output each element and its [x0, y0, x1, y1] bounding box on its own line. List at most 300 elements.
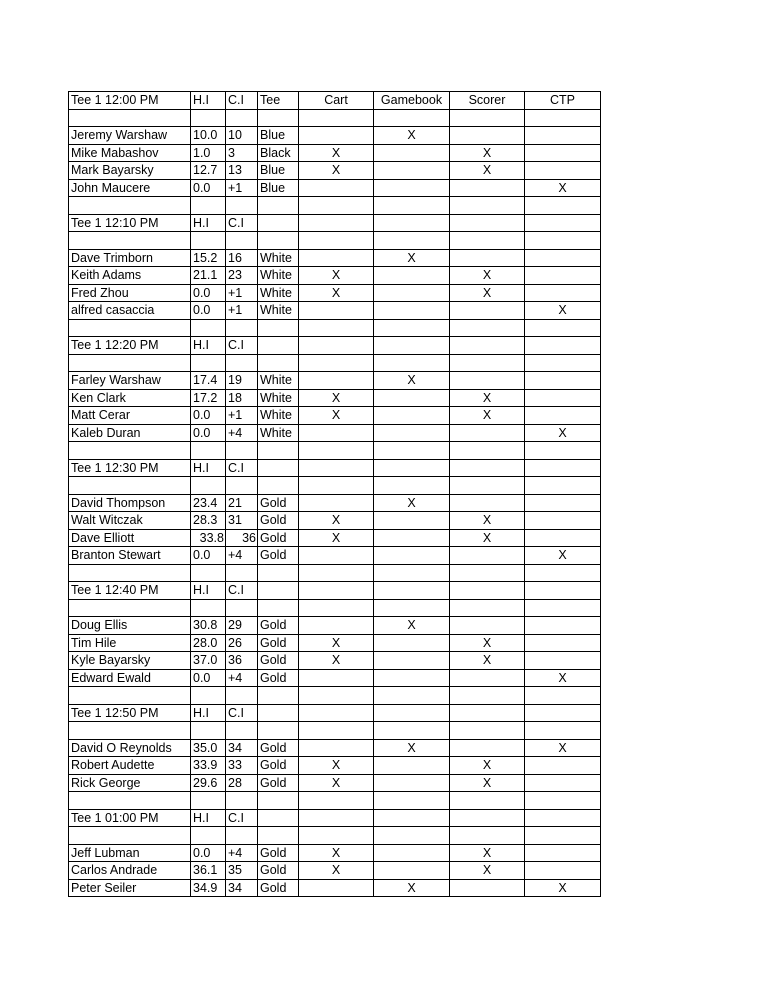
empty-cell	[525, 827, 601, 845]
ctp-mark	[525, 757, 601, 775]
gamebook-mark	[374, 547, 450, 565]
player-tee-color: Gold	[258, 617, 299, 635]
gamebook-header	[374, 704, 450, 722]
empty-cell	[374, 109, 450, 127]
player-course-index: 26	[226, 634, 258, 652]
empty-cell	[450, 319, 525, 337]
tee-color-header: Tee	[258, 92, 299, 110]
empty-cell	[374, 197, 450, 215]
player-course-index: 28	[226, 774, 258, 792]
empty-cell	[450, 564, 525, 582]
player-handicap-index: 0.0	[191, 284, 226, 302]
cart-mark	[299, 494, 374, 512]
tee-color-header	[258, 214, 299, 232]
empty-cell	[69, 687, 191, 705]
ctp-mark	[525, 389, 601, 407]
player-name: Jeremy Warshaw	[69, 127, 191, 145]
player-row	[69, 179, 601, 197]
gamebook-mark: X	[374, 879, 450, 897]
player-course-index: 21	[226, 494, 258, 512]
tee-color-header	[258, 459, 299, 477]
empty-cell	[191, 599, 226, 617]
empty-cell	[226, 442, 258, 460]
tee-time-header-row	[69, 459, 601, 477]
empty-cell	[450, 477, 525, 495]
player-name: Robert Audette	[69, 757, 191, 775]
cart-header	[299, 459, 374, 477]
player-tee-color: Blue	[258, 179, 299, 197]
course-index-header: C.I	[226, 459, 258, 477]
player-row	[69, 862, 601, 880]
cart-mark	[299, 879, 374, 897]
ctp-mark	[525, 267, 601, 285]
empty-cell	[374, 477, 450, 495]
player-name: David Thompson	[69, 494, 191, 512]
ctp-header	[525, 337, 601, 355]
spacer-row	[69, 827, 601, 845]
player-tee-color: Gold	[258, 512, 299, 530]
gamebook-header	[374, 582, 450, 600]
player-row	[69, 494, 601, 512]
scorer-mark: X	[450, 389, 525, 407]
player-name: Dave Trimborn	[69, 249, 191, 267]
tee-time-header-row	[69, 214, 601, 232]
empty-cell	[226, 687, 258, 705]
empty-cell	[299, 442, 374, 460]
gamebook-mark	[374, 844, 450, 862]
cart-header	[299, 337, 374, 355]
ctp-mark	[525, 127, 601, 145]
empty-cell	[226, 354, 258, 372]
scorer-mark: X	[450, 529, 525, 547]
player-handicap-index: 12.7	[191, 162, 226, 180]
empty-cell	[299, 792, 374, 810]
empty-cell	[525, 792, 601, 810]
tee-color-header	[258, 337, 299, 355]
cart-header	[299, 809, 374, 827]
scorer-header	[450, 459, 525, 477]
player-row	[69, 634, 601, 652]
gamebook-mark	[374, 634, 450, 652]
player-course-index: 36	[226, 529, 258, 547]
cart-mark: X	[299, 389, 374, 407]
scorer-mark: X	[450, 162, 525, 180]
ctp-header	[525, 704, 601, 722]
empty-cell	[525, 687, 601, 705]
empty-cell	[226, 319, 258, 337]
empty-cell	[450, 687, 525, 705]
empty-cell	[191, 319, 226, 337]
spacer-row	[69, 197, 601, 215]
player-course-index: +4	[226, 669, 258, 687]
empty-cell	[374, 792, 450, 810]
empty-cell	[258, 109, 299, 127]
empty-cell	[258, 232, 299, 250]
gamebook-mark	[374, 669, 450, 687]
empty-cell	[69, 319, 191, 337]
course-index-header: C.I	[226, 704, 258, 722]
scorer-mark: X	[450, 512, 525, 530]
gamebook-mark	[374, 302, 450, 320]
cart-mark: X	[299, 162, 374, 180]
player-handicap-index: 0.0	[191, 844, 226, 862]
cart-mark: X	[299, 652, 374, 670]
player-course-index: +1	[226, 302, 258, 320]
tee-time-label: Tee 1 12:50 PM	[69, 704, 191, 722]
gamebook-header	[374, 214, 450, 232]
scorer-mark	[450, 127, 525, 145]
player-row	[69, 617, 601, 635]
ctp-mark	[525, 372, 601, 390]
empty-cell	[450, 232, 525, 250]
player-handicap-index: 34.9	[191, 879, 226, 897]
tee-time-label: Tee 1 12:00 PM	[69, 92, 191, 110]
empty-cell	[258, 442, 299, 460]
player-course-index: 16	[226, 249, 258, 267]
handicap-index-header: H.I	[191, 214, 226, 232]
player-tee-color: Black	[258, 144, 299, 162]
scorer-header	[450, 809, 525, 827]
empty-cell	[69, 109, 191, 127]
ctp-mark	[525, 529, 601, 547]
spacer-row	[69, 564, 601, 582]
player-tee-color: Blue	[258, 127, 299, 145]
gamebook-mark	[374, 179, 450, 197]
player-handicap-index: 36.1	[191, 862, 226, 880]
tee-color-header	[258, 704, 299, 722]
player-tee-color: Gold	[258, 669, 299, 687]
ctp-mark	[525, 162, 601, 180]
player-row	[69, 512, 601, 530]
handicap-index-header: H.I	[191, 337, 226, 355]
ctp-header	[525, 582, 601, 600]
spacer-row	[69, 319, 601, 337]
spacer-row	[69, 477, 601, 495]
empty-cell	[299, 354, 374, 372]
player-row	[69, 267, 601, 285]
player-tee-color: Gold	[258, 652, 299, 670]
cart-mark: X	[299, 862, 374, 880]
handicap-index-header: H.I	[191, 809, 226, 827]
ctp-mark	[525, 844, 601, 862]
tee-time-label: Tee 1 12:10 PM	[69, 214, 191, 232]
scorer-mark: X	[450, 267, 525, 285]
spacer-row	[69, 722, 601, 740]
tee-time-header-row	[69, 704, 601, 722]
empty-cell	[374, 827, 450, 845]
player-tee-color: Gold	[258, 879, 299, 897]
gamebook-mark	[374, 424, 450, 442]
player-tee-color: White	[258, 267, 299, 285]
player-handicap-index: 1.0	[191, 144, 226, 162]
player-tee-color: Gold	[258, 757, 299, 775]
player-row	[69, 669, 601, 687]
empty-cell	[226, 477, 258, 495]
player-name: Carlos Andrade	[69, 862, 191, 880]
empty-cell	[525, 599, 601, 617]
gamebook-mark	[374, 144, 450, 162]
player-handicap-index: 28.3	[191, 512, 226, 530]
empty-cell	[299, 319, 374, 337]
gamebook-mark	[374, 389, 450, 407]
player-handicap-index: 0.0	[191, 179, 226, 197]
scorer-mark: X	[450, 844, 525, 862]
tee-time-label: Tee 1 01:00 PM	[69, 809, 191, 827]
ctp-mark: X	[525, 424, 601, 442]
empty-cell	[525, 477, 601, 495]
player-tee-color: White	[258, 249, 299, 267]
player-row	[69, 739, 601, 757]
player-name: Branton Stewart	[69, 547, 191, 565]
empty-cell	[191, 442, 226, 460]
gamebook-mark: X	[374, 494, 450, 512]
ctp-header: CTP	[525, 92, 601, 110]
cart-mark	[299, 547, 374, 565]
player-tee-color: White	[258, 302, 299, 320]
player-course-index: 29	[226, 617, 258, 635]
player-row	[69, 529, 601, 547]
player-course-index: +1	[226, 179, 258, 197]
player-name: Kyle Bayarsky	[69, 652, 191, 670]
cart-mark	[299, 424, 374, 442]
scorer-header	[450, 582, 525, 600]
scorer-mark: X	[450, 407, 525, 425]
player-tee-color: White	[258, 284, 299, 302]
gamebook-mark	[374, 774, 450, 792]
player-handicap-index: 0.0	[191, 302, 226, 320]
empty-cell	[299, 827, 374, 845]
player-row	[69, 547, 601, 565]
course-index-header: C.I	[226, 582, 258, 600]
player-handicap-index: 0.0	[191, 424, 226, 442]
player-handicap-index: 28.0	[191, 634, 226, 652]
empty-cell	[299, 232, 374, 250]
empty-cell	[191, 109, 226, 127]
empty-cell	[69, 722, 191, 740]
course-index-header: C.I	[226, 337, 258, 355]
empty-cell	[525, 354, 601, 372]
empty-cell	[374, 722, 450, 740]
handicap-index-header: H.I	[191, 92, 226, 110]
player-row	[69, 879, 601, 897]
empty-cell	[525, 319, 601, 337]
player-name: Jeff Lubman	[69, 844, 191, 862]
empty-cell	[226, 827, 258, 845]
player-handicap-index: 37.0	[191, 652, 226, 670]
player-handicap-index: 15.2	[191, 249, 226, 267]
empty-cell	[374, 319, 450, 337]
player-handicap-index: 21.1	[191, 267, 226, 285]
player-tee-color: White	[258, 424, 299, 442]
empty-cell	[525, 564, 601, 582]
player-row	[69, 389, 601, 407]
scorer-header	[450, 704, 525, 722]
empty-cell	[258, 792, 299, 810]
gamebook-mark	[374, 512, 450, 530]
gamebook-mark: X	[374, 372, 450, 390]
empty-cell	[374, 599, 450, 617]
scorer-header: Scorer	[450, 92, 525, 110]
empty-cell	[258, 197, 299, 215]
player-name: Kaleb Duran	[69, 424, 191, 442]
scorer-mark: X	[450, 634, 525, 652]
ctp-mark	[525, 634, 601, 652]
empty-cell	[450, 827, 525, 845]
player-course-index: +1	[226, 284, 258, 302]
tee-time-label: Tee 1 12:20 PM	[69, 337, 191, 355]
empty-cell	[191, 722, 226, 740]
empty-cell	[191, 564, 226, 582]
scorer-mark: X	[450, 757, 525, 775]
empty-cell	[191, 792, 226, 810]
scorer-mark	[450, 302, 525, 320]
player-row	[69, 424, 601, 442]
ctp-header	[525, 459, 601, 477]
player-tee-color: Gold	[258, 844, 299, 862]
empty-cell	[374, 354, 450, 372]
cart-mark	[299, 302, 374, 320]
empty-cell	[69, 792, 191, 810]
gamebook-mark	[374, 284, 450, 302]
tee-time-header-row	[69, 809, 601, 827]
cart-header	[299, 582, 374, 600]
player-row	[69, 407, 601, 425]
player-name: Peter Seiler	[69, 879, 191, 897]
ctp-mark	[525, 652, 601, 670]
empty-cell	[69, 232, 191, 250]
scorer-mark	[450, 879, 525, 897]
player-course-index: +4	[226, 844, 258, 862]
player-course-index: 34	[226, 879, 258, 897]
cart-mark	[299, 179, 374, 197]
player-name: Farley Warshaw	[69, 372, 191, 390]
course-index-header: C.I	[226, 214, 258, 232]
empty-cell	[226, 232, 258, 250]
player-row	[69, 127, 601, 145]
player-tee-color: Gold	[258, 547, 299, 565]
empty-cell	[450, 792, 525, 810]
cart-mark	[299, 127, 374, 145]
player-name: alfred casaccia	[69, 302, 191, 320]
gamebook-mark	[374, 862, 450, 880]
tee-color-header	[258, 809, 299, 827]
cart-mark	[299, 669, 374, 687]
ctp-mark	[525, 284, 601, 302]
gamebook-mark: X	[374, 127, 450, 145]
player-handicap-index: 33.9	[191, 757, 226, 775]
player-tee-color: Blue	[258, 162, 299, 180]
empty-cell	[69, 599, 191, 617]
empty-cell	[226, 109, 258, 127]
cart-mark: X	[299, 774, 374, 792]
empty-cell	[191, 477, 226, 495]
gamebook-mark	[374, 162, 450, 180]
scorer-mark	[450, 424, 525, 442]
empty-cell	[374, 564, 450, 582]
ctp-mark	[525, 512, 601, 530]
ctp-mark: X	[525, 669, 601, 687]
course-index-header: C.I	[226, 92, 258, 110]
player-name: Matt Cerar	[69, 407, 191, 425]
cart-mark: X	[299, 512, 374, 530]
tee-time-label: Tee 1 12:40 PM	[69, 582, 191, 600]
player-name: Rick George	[69, 774, 191, 792]
empty-cell	[69, 827, 191, 845]
player-name: Dave Elliott	[69, 529, 191, 547]
tee-time-label: Tee 1 12:30 PM	[69, 459, 191, 477]
scorer-mark: X	[450, 774, 525, 792]
cart-mark	[299, 617, 374, 635]
player-row	[69, 844, 601, 862]
player-tee-color: Gold	[258, 529, 299, 547]
empty-cell	[450, 442, 525, 460]
gamebook-header	[374, 337, 450, 355]
player-handicap-index: 17.4	[191, 372, 226, 390]
player-course-index: 3	[226, 144, 258, 162]
scorer-mark	[450, 739, 525, 757]
player-row	[69, 652, 601, 670]
player-name: Keith Adams	[69, 267, 191, 285]
ctp-mark	[525, 774, 601, 792]
player-tee-color: White	[258, 389, 299, 407]
empty-cell	[226, 564, 258, 582]
gamebook-header: Gamebook	[374, 92, 450, 110]
player-tee-color: Gold	[258, 862, 299, 880]
player-course-index: 33	[226, 757, 258, 775]
ctp-header	[525, 809, 601, 827]
player-handicap-index: 10.0	[191, 127, 226, 145]
ctp-mark	[525, 249, 601, 267]
cart-mark: X	[299, 407, 374, 425]
empty-cell	[525, 197, 601, 215]
player-tee-color: White	[258, 407, 299, 425]
player-name: Mike Mabashov	[69, 144, 191, 162]
empty-cell	[258, 354, 299, 372]
ctp-mark: X	[525, 879, 601, 897]
player-handicap-index: 17.2	[191, 389, 226, 407]
ctp-mark	[525, 617, 601, 635]
scorer-mark	[450, 249, 525, 267]
empty-cell	[450, 109, 525, 127]
player-tee-color: White	[258, 372, 299, 390]
handicap-index-header: H.I	[191, 704, 226, 722]
player-tee-color: Gold	[258, 739, 299, 757]
empty-cell	[69, 564, 191, 582]
cart-header	[299, 704, 374, 722]
gamebook-header	[374, 459, 450, 477]
player-course-index: 18	[226, 389, 258, 407]
player-course-index: 13	[226, 162, 258, 180]
player-handicap-index: 0.0	[191, 407, 226, 425]
player-course-index: +4	[226, 547, 258, 565]
player-tee-color: Gold	[258, 634, 299, 652]
scorer-header	[450, 337, 525, 355]
player-course-index: 19	[226, 372, 258, 390]
ctp-mark	[525, 144, 601, 162]
empty-cell	[525, 722, 601, 740]
empty-cell	[226, 722, 258, 740]
empty-cell	[191, 232, 226, 250]
cart-mark: X	[299, 634, 374, 652]
empty-cell	[525, 109, 601, 127]
player-handicap-index: 33.8	[191, 529, 226, 547]
ctp-mark	[525, 862, 601, 880]
ctp-mark: X	[525, 302, 601, 320]
player-name: John Maucere	[69, 179, 191, 197]
gamebook-mark: X	[374, 739, 450, 757]
tee-time-header-row	[69, 337, 601, 355]
player-tee-color: Gold	[258, 774, 299, 792]
